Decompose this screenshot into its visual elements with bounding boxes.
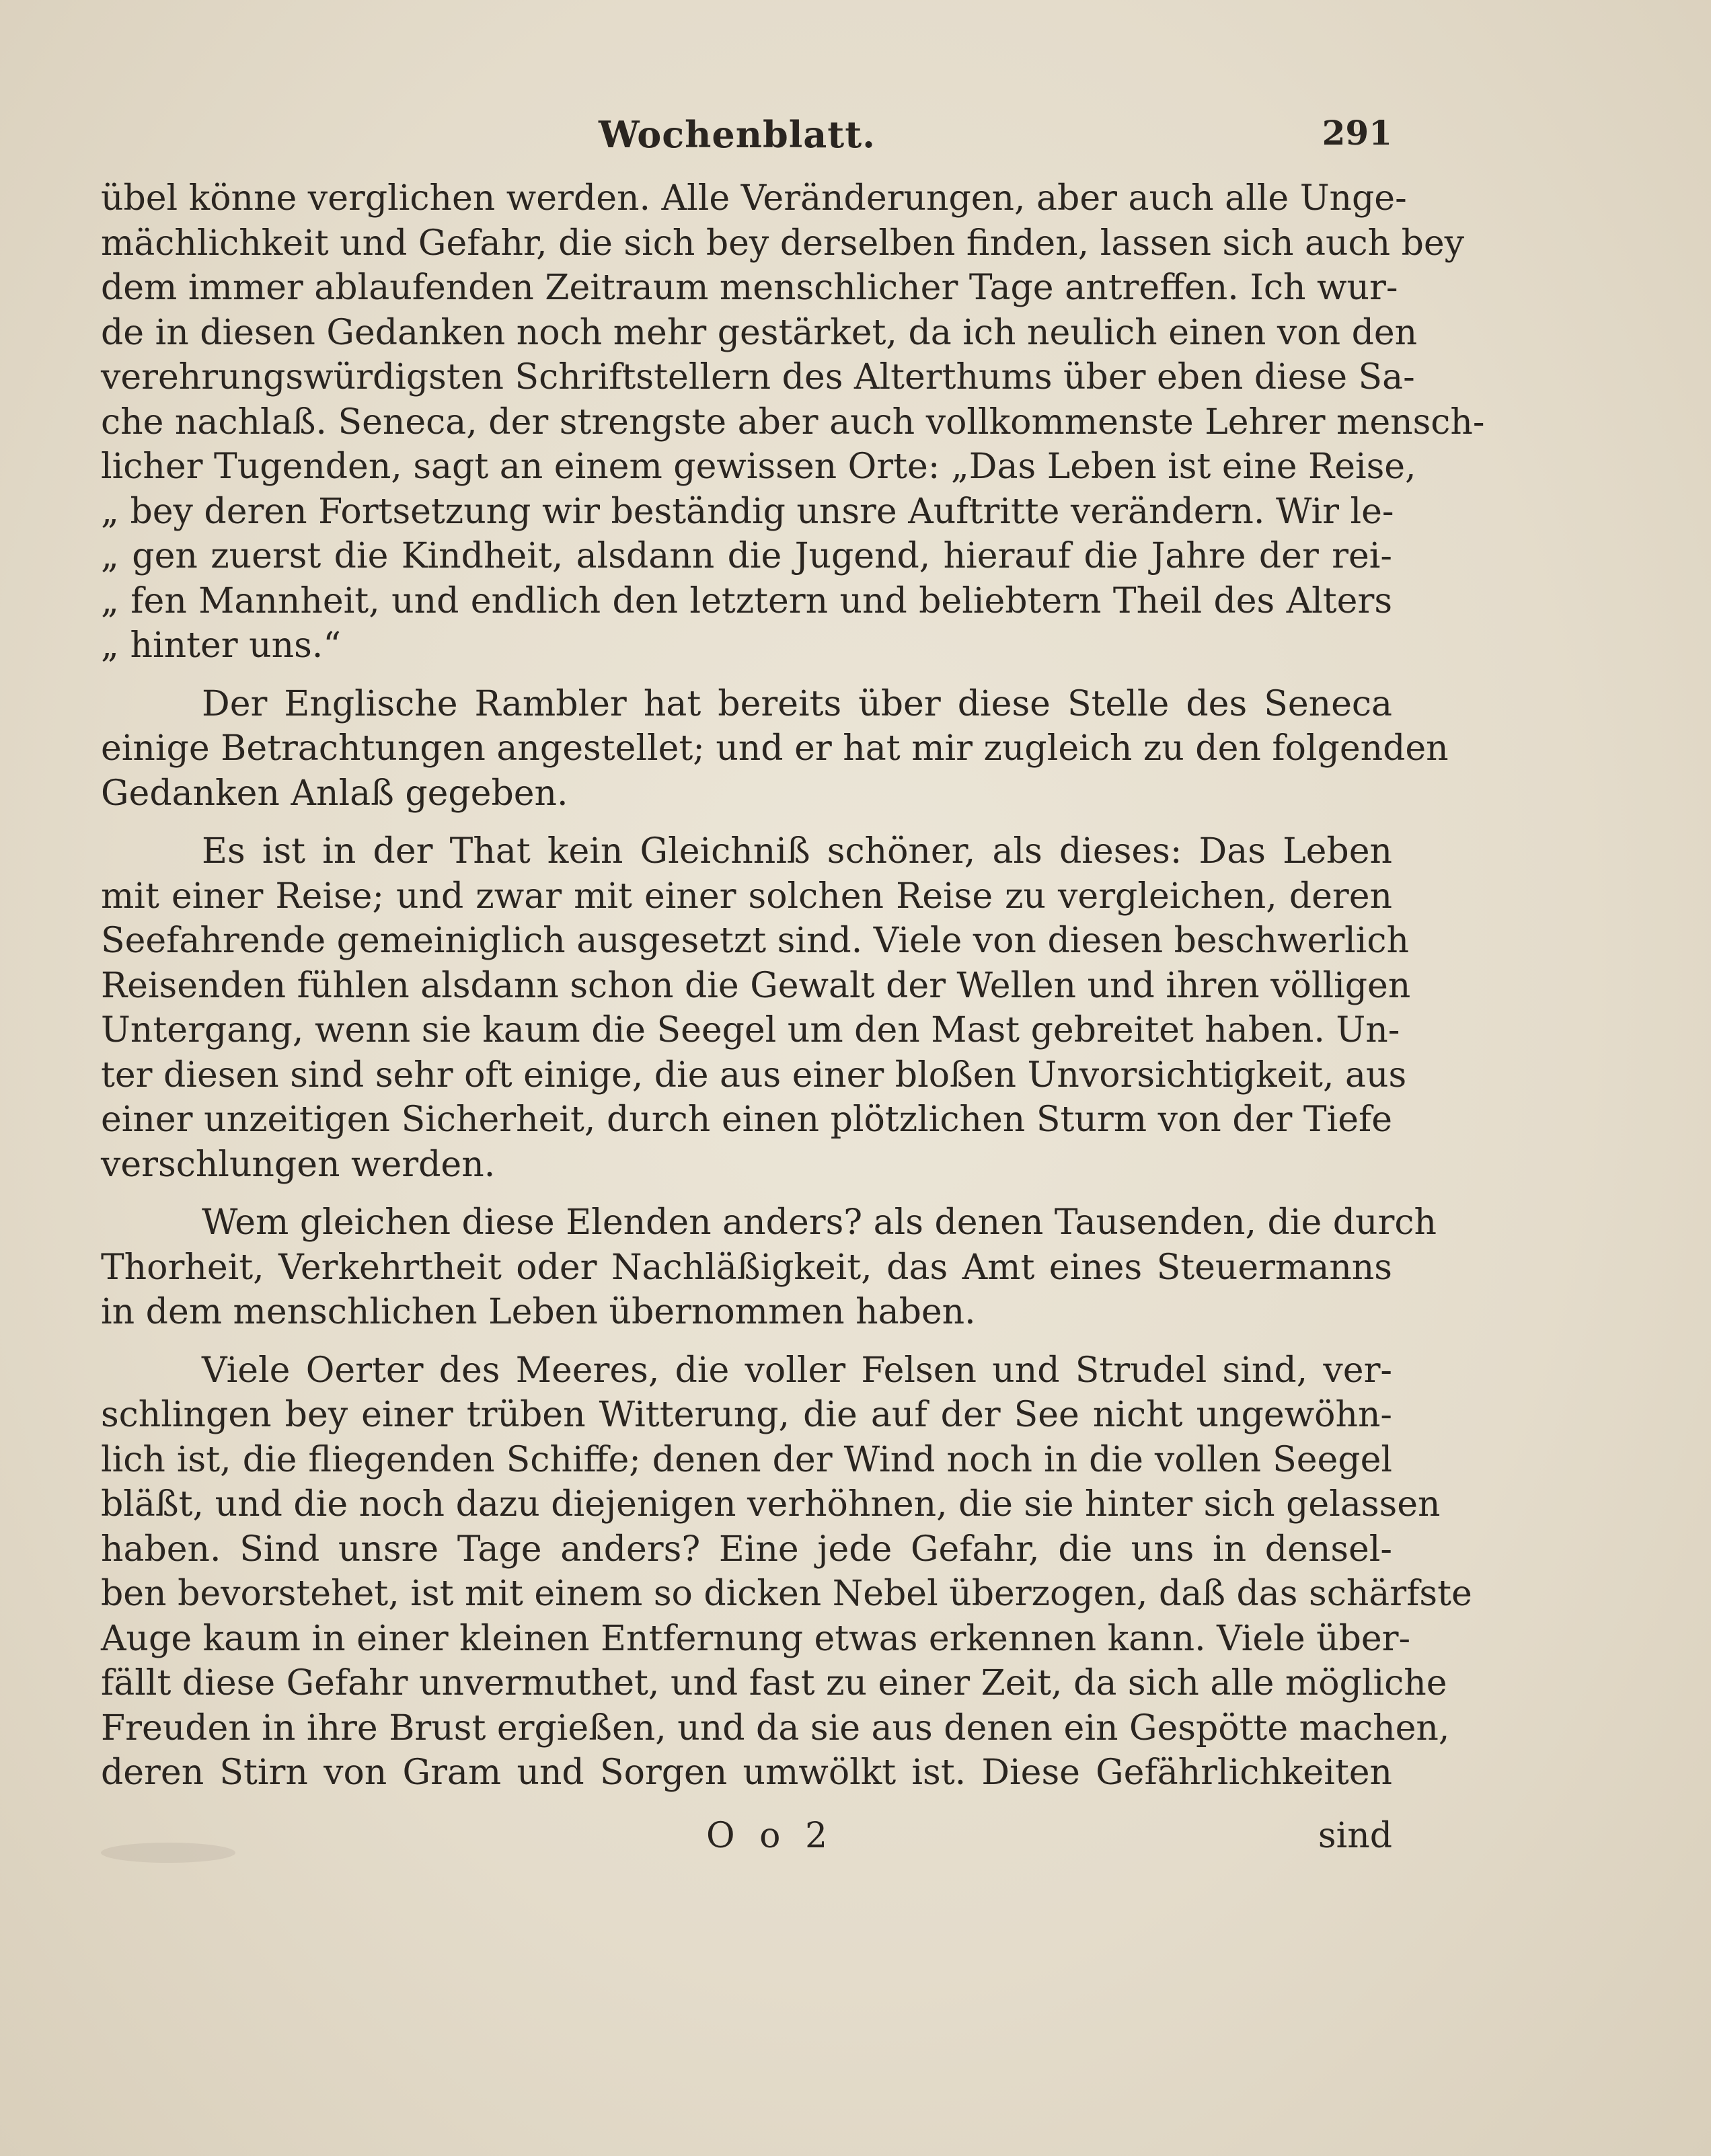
signature-mark: O o 2 (706, 1816, 835, 1856)
text-line: Thorheit, Verkehrtheit oder Nachläßigkeit, das Amt eines Steuermanns (101, 1247, 1392, 1288)
text-line: bläßt, und die noch dazu diejenigen verhöhnen, die sie hinter sich gelassen (101, 1484, 1441, 1525)
text-line: mit einer Reise; und zwar mit einer solchen Reise zu vergleichen, deren (101, 876, 1392, 917)
text-line: Freuden in ihre Brust ergießen, und da sie aus denen ein Gespötte machen, (101, 1707, 1450, 1748)
text-line: mächlichkeit und Gefahr, die sich bey derselben finden, lassen sich auch bey (101, 223, 1465, 264)
text-line: lich ist, die fliegenden Schiffe; denen der Wind noch in die vollen Seegel (101, 1439, 1392, 1480)
text-line: de in diesen Gedanken noch mehr gestärket, da ich neulich einen von den (101, 312, 1418, 353)
text-line: in dem menschlichen Leben übernommen haben. (101, 1292, 976, 1332)
text-line: schlingen bey einer trüben Witterung, die auf der See nicht ungewöhn- (101, 1395, 1392, 1435)
text-line: Viele Oerter des Meeres, die voller Felsen und Strudel sind, ver- (202, 1350, 1392, 1391)
text-line: Untergang, wenn sie kaum die Seegel um den Mast gebreitet haben. Un- (101, 1010, 1400, 1050)
text-line: haben. Sind unsre Tage anders? Eine jede Gefahr, die uns in densel- (101, 1529, 1392, 1570)
paragraph (101, 1200, 1437, 1335)
catchword: sind (1318, 1816, 1392, 1856)
paragraph (101, 682, 1449, 816)
text-line: dem immer ablaufenden Zeitraum menschlicher Tage antreffen. Ich wur- (101, 268, 1398, 308)
running-head: Wochenblatt. (599, 113, 876, 156)
text-line: einige Betrachtungen angestellet; und er hat mir zugleich zu den folgenden (101, 728, 1449, 769)
text-line: „ bey deren Fortsetzung wir beständig unsre Auftritte verändern. Wir le- (101, 491, 1394, 532)
page-header (101, 113, 1392, 160)
text-line: übel könne verglichen werden. Alle Veränderungen, aber auch alle Unge- (101, 178, 1407, 219)
text-line: Der Englische Rambler hat bereits über diese Stelle des Seneca (202, 683, 1392, 724)
page-footer (101, 1816, 1392, 1863)
paragraph-gap (101, 1335, 1392, 1348)
paper-stain (101, 1843, 235, 1863)
text-line: verschlungen werden. (101, 1144, 496, 1185)
text-line: Wem gleichen diese Elenden anders? als denen Tausenden, die durch (202, 1202, 1437, 1243)
text-line: Seefahrende gemeiniglich ausgesetzt sind. Viele von diesen beschwerlich (101, 921, 1409, 961)
paragraph (101, 1348, 1472, 1796)
text-line: Gedanken Anlaß gegeben. (101, 773, 568, 814)
paragraph (101, 176, 1485, 668)
text-line: che nachlaß. Seneca, der strengste aber auch vollkommenste Lehrer mensch- (101, 401, 1485, 442)
paragraph-gap (101, 816, 1392, 829)
paragraph (101, 829, 1411, 1187)
paragraph-gap (101, 668, 1392, 682)
text-line: „ gen zuerst die Kindheit, alsdann die Jugend, hierauf die Jahre der rei- (101, 536, 1392, 576)
text-line: einer unzeitigen Sicherheit, durch einen plötzlichen Sturm von der Tiefe (101, 1100, 1392, 1140)
text-line: licher Tugenden, sagt an einem gewissen Orte: „Das Leben ist eine Reise, (101, 447, 1416, 487)
text-line: Reisenden fühlen alsdann schon die Gewalt der Wellen und ihren völligen (101, 965, 1411, 1006)
body-text (101, 176, 1485, 1796)
text-line: ben bevorstehet, ist mit einem so dicken Nebel überzogen, daß das schärfste (101, 1574, 1472, 1614)
text-line: deren Stirn von Gram und Sorgen umwölkt ist. Diese Gefährlichkeiten (101, 1753, 1392, 1793)
paragraph-gap (101, 1187, 1392, 1200)
text-line: fällt diese Gefahr unvermuthet, und fast zu einer Zeit, da sich alle mögliche (101, 1663, 1447, 1703)
text-line: verehrungswürdigsten Schriftstellern des Alterthums über eben diese Sa- (101, 357, 1415, 397)
text-line: Es ist in der That kein Gleichniß schöner, als dieses: Das Leben (202, 831, 1392, 872)
text-line: „ fen Mannheit, und endlich den letztern und beliebtern Theil des Alters (101, 580, 1392, 621)
text-line: „ hinter uns.“ (101, 625, 341, 666)
text-line: Auge kaum in einer kleinen Entfernung etwas erkennen kann. Viele über- (101, 1618, 1411, 1659)
page-number: 291 (1322, 113, 1392, 153)
text-line: ter diesen sind sehr oft einige, die aus einer bloßen Unvorsichtigkeit, aus (101, 1054, 1407, 1095)
